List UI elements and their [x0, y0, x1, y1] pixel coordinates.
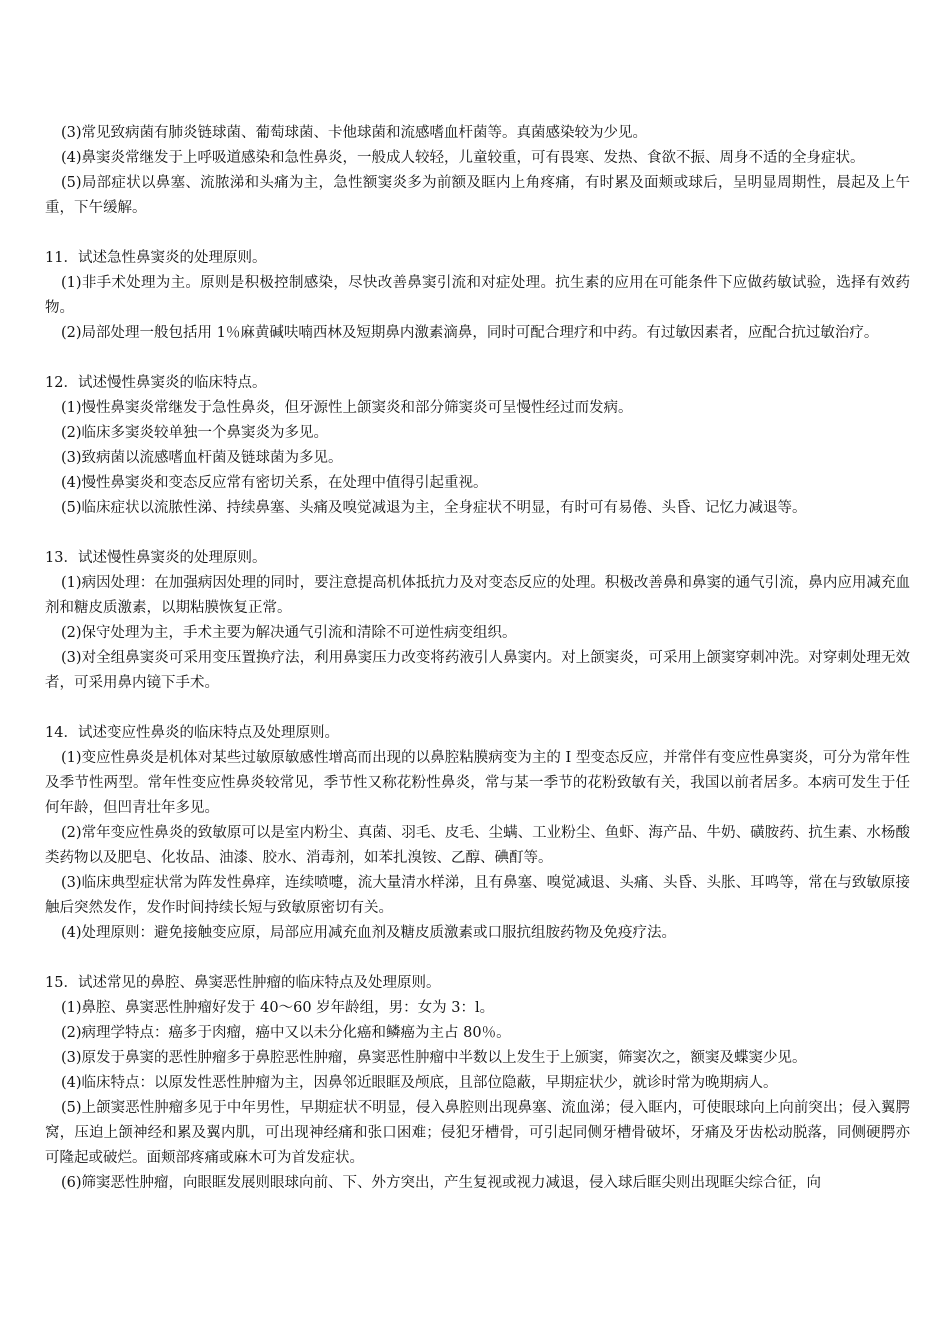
paragraph: (2)常年变应性鼻炎的致敏原可以是室内粉尘、真菌、羽毛、皮毛、尘螨、工业粉尘、鱼虾、海产品、牛奶、磺胺药、抗生素、水杨酸类药物以及肥皂、化妆品、油漆、胶水、消毒剂，如苯扎溴铵、乙醇、碘酊等。: [45, 825, 910, 866]
paragraph: (6)筛窦恶性肿瘤，向眼眶发展则眼球向前、下、外方突出，产生复视或视力减退，侵入球后眶尖则出现眶尖综合征，向: [61, 1175, 822, 1191]
paragraph: (4)鼻窦炎常继发于上呼吸道感染和急性鼻炎，一般成人较轻，儿童较重，可有畏寒、发热、食欲不振、周身不适的全身症状。: [61, 150, 865, 166]
question-heading: 13．试述慢性鼻窦炎的处理原则。: [45, 550, 267, 566]
paragraph: (1)变应性鼻炎是机体对某些过敏原敏感性增高而出现的以鼻腔粘膜病变为主的 I 型变态反应，并常伴有变应性鼻窦炎，可分为常年性及季节性两型。常年性变应性鼻炎较常见，季节性又称花粉性鼻炎，常与某一季节的花粉致敏有关，我国以前者居多。本病可发生于任何年龄，但凹青壮年多见。: [45, 750, 910, 816]
section-spacer: [45, 696, 910, 721]
paragraph: (4)处理原则：避免接触变应原，局部应用减充血剂及糖皮质激素或口服抗组胺药物及免疫疗法。: [61, 925, 677, 941]
paragraph: (5)临床症状以流脓性涕、持续鼻塞、头痛及嗅觉减退为主，全身症状不明显，有时可有易倦、头昏、记忆力减退等。: [61, 500, 807, 516]
paragraph: (4)临床特点：以原发性恶性肿瘤为主，因鼻邻近眼眶及颅底，且部位隐蔽，早期症状少，就诊时常为晚期病人。: [61, 1075, 778, 1091]
paragraph: (3)原发于鼻窦的恶性肿瘤多于鼻腔恶性肿瘤，鼻窦恶性肿瘤中半数以上发生于上颁窦，筛窦次之，额窦及蝶窦少见。: [61, 1050, 807, 1066]
paragraph: (1)慢性鼻窦炎常继发于急性鼻炎，但牙源性上颌窦炎和部分筛窦炎可呈慢性经过而发病。: [61, 400, 633, 416]
section-spacer: [45, 946, 910, 971]
paragraph: (1)鼻腔、鼻窦恶性肿瘤好发于 40～60 岁年龄组，男：女为 3：l。: [61, 1000, 495, 1016]
paragraph: (2)局部处理一般包括用 1％麻黄碱呋喃西林及短期鼻内激素滴鼻，同时可配合理疗和中药。有过敏因素者，应配合抗过敏治疗。: [61, 325, 879, 341]
question-heading: 15．试述常见的鼻腔、鼻窦恶性肿瘤的临床特点及处理原则。: [45, 975, 441, 991]
paragraph: (3)临床典型症状常为阵发性鼻痒，连续喷嚏，流大量清水样涕，且有鼻塞、嗅觉减退、头痛、头昏、头胀、耳鸣等，常在与致敏原接触后突然发作，发作时间持续长短与致敏原密切有关。: [45, 875, 910, 916]
paragraph: (3)对全组鼻窦炎可采用变压置换疗法，利用鼻窦压力改变将药液引人鼻窦内。对上颌窦炎，可采用上颌窦穿刺冲洗。对穿刺处理无效者，可采用鼻内镜下手术。: [45, 650, 910, 691]
paragraph: (1)病因处理：在加强病因处理的同时，要注意提高机体抵抗力及对变态反应的处理。积极改善鼻和鼻窦的通气引流，鼻内应用减充血剂和糖皮质激素，以期粘膜恢复正常。: [45, 575, 910, 616]
paragraph: (1)非手术处理为主。原则是积极控制感染，尽快改善鼻窦引流和对症处理。抗生素的应用在可能条件下应做药敏试验，选择有效药物。: [45, 275, 910, 316]
paragraph: (5)局部症状以鼻塞、流脓涕和头痛为主，急性额窦炎多为前额及眶内上角疼痛，有时累及面颊或球后，呈明显周期性，晨起及上午重，下午缓解。: [45, 175, 910, 216]
paragraph: (3)致病菌以流感嗜血杆菌及链球菌为多见。: [61, 450, 343, 466]
question-heading: 11．试述急性鼻窦炎的处理原则。: [45, 250, 267, 266]
section-spacer: [45, 221, 910, 246]
question-heading: 12．试述慢性鼻窦炎的临床特点。: [45, 375, 267, 391]
question-heading: 14．试述变应性鼻炎的临床特点及处理原则。: [45, 725, 339, 741]
paragraph: (2)保守处理为主，手术主要为解决通气引流和清除不可逆性病变组织。: [61, 625, 517, 641]
paragraph: (2)病理学特点：癌多于肉瘤，癌中又以未分化癌和鳞癌为主占 80％。: [61, 1025, 511, 1041]
paragraph: (4)慢性鼻窦炎和变态反应常有密切关系，在处理中值得引起重视。: [61, 475, 488, 491]
section-spacer: [45, 346, 910, 371]
paragraph: (5)上颌窦恶性肿瘤多见于中年男性，早期症状不明显，侵入鼻腔则出现鼻塞、流血涕；侵入眶内，可使眼球向上向前突出；侵入翼腭窝，压迫上颌神经和累及翼内肌，可出现神经痛和张口困难；侵犯牙槽骨，可引起同侧牙槽骨破坏，牙痛及牙齿松动脱落，同侧硬腭亦可隆起或破烂。面颊部疼痛或麻木可为首发症状。: [45, 1100, 910, 1166]
paragraph: (3)常见致病菌有肺炎链球菌、葡萄球菌、卡他球菌和流感嗜血杆菌等。真菌感染较为少见。: [61, 125, 648, 141]
paragraph: (2)临床多窦炎较单独一个鼻窦炎为多见。: [61, 425, 329, 441]
section-spacer: [45, 521, 910, 546]
